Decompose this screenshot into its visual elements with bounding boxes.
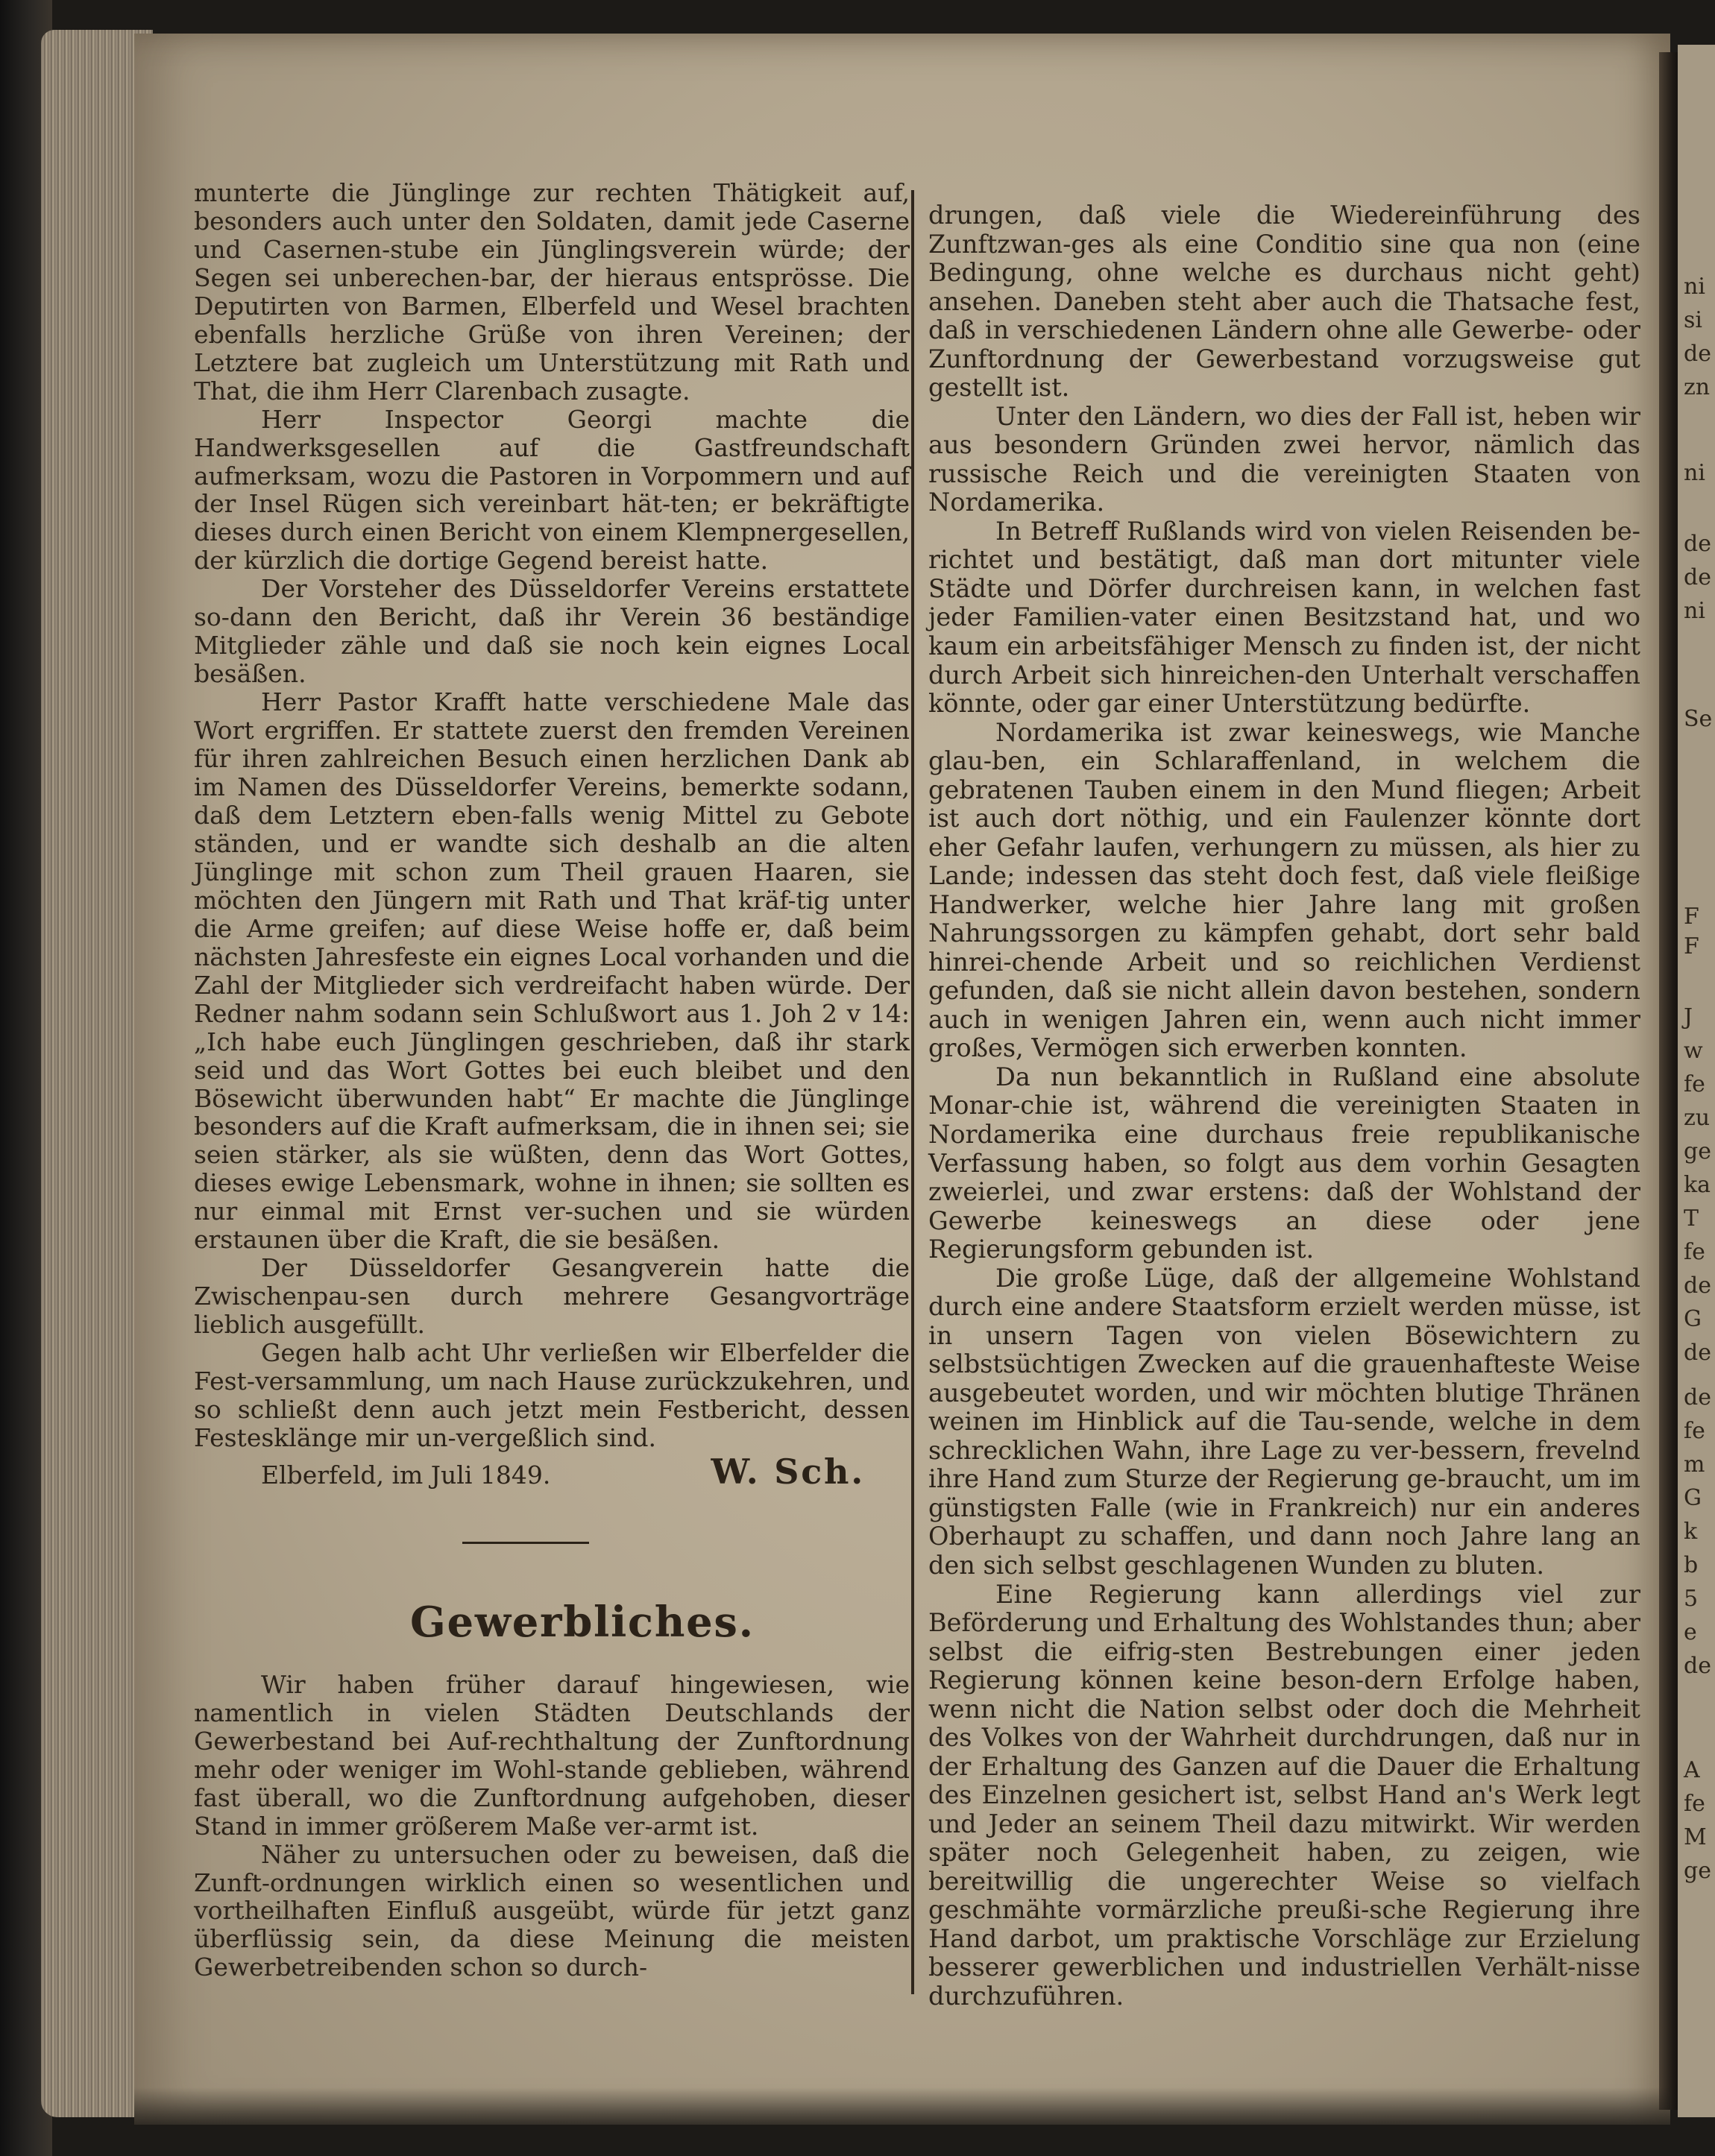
section-title: Gewerbliches. [410, 1597, 755, 1647]
next-page-text-fragment: G [1684, 1485, 1702, 1511]
next-page-text-fragment: zn [1684, 374, 1711, 400]
paragraph: drungen, daß viele die Wiedereinführung des Zunftzwan-ges als eine Conditio sine qua non (eine Bedingung, ohne welche es durchaus nicht geht) ansehen. Daneben steht aber auch die Thatsache fest, daß in verschiedenen Ländern ohne alle Gewerbe- oder Zunftordnung der Gewerbestand vorzugsweise gut gestellt ist. [928, 201, 1640, 403]
next-page-text-fragment: 5 [1684, 1586, 1699, 1612]
paragraph: Herr Pastor Krafft hatte verschiedene Male das Wort ergriffen. Er stattete zuerst den fremden Vereinen für ihren zahlreichen Besuch einen herzlichen Dank ab im Namen des Düsseldorfer Vereins, bemerkte sodann, daß dem Letztern eben-falls wenig Mittel zu Gebote ständen, und er wandte sich deshalb an die alten Jünglinge mit schon zum Theil grauen Haaren, sie möchten den Jüngern mit Rath und That kräf-tig unter die Arme greifen; auf diese Weise hoffe er, daß beim nächsten Jahresfeste ein eignes Local vorhanden und die Zahl der Mitglieder sich verdreifacht haben würde. Der Redner nahm sodann sein Schlußwort aus 1. Joh 2 v 14: „Ich habe euch Jünglingen geschrieben, daß ihr stark seid und das Wort Gottes bei euch bleibet und den Bösewicht überwunden habt“ Er machte die Jünglinge besonders auf die Kraft aufmerksam, die in ihnen sei; sie seien stärker, als sie wüßten, denn das Wort Gottes, dieses ewige Lebensmark, wohne in ihnen; sie sollten es nur einmal mit Ernst ver-suchen und sie würden erstaunen über die Kraft, die sie besäßen. [194, 687, 910, 1255]
next-page-text-fragment: de [1684, 564, 1711, 590]
next-page-text-fragment: G [1684, 1306, 1702, 1332]
next-page-text-fragment: M [1684, 1824, 1707, 1850]
paragraph: Eine Regierung kann allerdings viel zur Beförderung und Erhaltung des Wohlstandes thun; aber selbst die eifrig-sten Bestrebungen einer jeden Regierung können keine beson-dern Erfolge haben, wenn nicht die Nation selbst oder doch die Mehrheit des Volkes von der Wahrheit durchdrungen, daß nur in der Erhaltung des Ganzen auf die Dauer die Erhaltung des Einzelnen gesichert ist, selbst Hand an's Werk legt und Jeder an seinem Theil dazu mitwirkt. Wir werden später noch Gelegenheit haben, zu zeigen, wie bereitwillig die ungerechter Weise so vielfach geschmähte vormärzliche preußi-sche Regierung ihre Hand darbot, um praktische Vorschläge zur Erzielung besserer gewerblichen und industriellen Verhält-nisse durchzuführen. [928, 1579, 1640, 2011]
next-page-text-fragment: b [1684, 1552, 1699, 1578]
next-page-text-fragment: ni [1684, 460, 1705, 486]
next-page-text-fragment: ge [1684, 1858, 1711, 1884]
right-column [928, 201, 1640, 2011]
paragraph: Da nun bekanntlich in Rußland eine absolute Monar-chie ist, während die vereinigten Staaten in Nordamerika eine durchaus freie republikanische Verfassung haben, so folgt aus dem vorhin Gesagten zweierlei, und zwar erstens: daß der Wohlstand der Gewerbe keineswegs an diese oder jene Regierungsform gebunden ist. [928, 1062, 1640, 1264]
next-page-text-fragment: e [1684, 1619, 1697, 1645]
next-page-text-fragment: fe [1684, 1418, 1705, 1444]
paragraph: Herr Inspector Georgi machte die Handwerksgesellen auf die Gastfreundschaft aufmerksam, wozu die Pastoren in Vorpommern und auf der Insel Rügen sich vereinbart hät-ten; er bekräftigte dieses durch einen Bericht von einem Klempnergesellen, der kürzlich die dortige Gegend bereist hatte. [194, 404, 910, 576]
paragraph: Gegen halb acht Uhr verließen wir Elberfelder die Fest-versammlung, um nach Hause zurückzukehren, und so schließt denn auch jetzt mein Festbericht, dessen Festesklänge mir un-vergeßlich sind. [194, 1338, 910, 1452]
next-page-text-fragment: ni [1684, 274, 1705, 300]
paragraph: In Betreff Rußlands wird von vielen Reisenden be-richtet und bestätigt, daß man dort mitunter viele Städte und Dörfer durchreisen kann, in welchen fast jeder Familien-vater einen Besitzstand hat, und wo kaum ein arbeitsfähiger Mensch zu finden ist, der nicht durch Arbeit sich hinreichen-den Unterhalt verschaffen könnte, oder gar einer Unterstützung bedürfte. [928, 516, 1640, 719]
next-page-text-fragment: de [1684, 1273, 1711, 1299]
left-column [194, 179, 910, 1982]
dateline: Elberfeld, im Juli 1849. [261, 1460, 551, 1490]
paragraph: munterte die Jünglinge zur rechten Thätigkeit auf, besonders auch unter den Soldaten, damit jede Caserne und Casernen-stube ein Jünglingsverein würde; der Segen sei unberechen-bar, der hieraus entsprösse. Die Deputirten von Barmen, Elberfeld und Wesel brachten ebenfalls herzliche Grüße von ihren Vereinen; der Letztere bat zugleich um Unterstützung mit Rath und That, die ihm Herr Clarenbach zusagte. [194, 178, 910, 406]
next-page-text-fragment: de [1684, 1384, 1711, 1410]
next-page-text-fragment: fe [1684, 1791, 1705, 1817]
next-page-text-fragment: ka [1684, 1172, 1711, 1198]
paragraph: Wir haben früher darauf hingewiesen, wie namentlich in vielen Städten Deutschlands der Gewerbestand bei Auf-rechthaltung der Zunftordnung mehr oder weniger im Wohl-stande geblieben, während fast überall, wo die Zunftordnung aufgehoben, dieser Stand in immer größerem Maße ver-armt ist. [194, 1669, 910, 1841]
next-page-text-fragment: fe [1684, 1239, 1705, 1265]
next-page-text-fragment: fe [1684, 1071, 1705, 1097]
column-divider [911, 190, 914, 1994]
next-page-text-fragment: J [1684, 1004, 1693, 1030]
next-page-text-fragment: de [1684, 341, 1711, 367]
paragraph: Unter den Ländern, wo dies der Fall ist, heben wir aus besondern Gründen zwei hervor, nämlich das russische Reich und die vereinigten Staaten von Nordamerika. [928, 401, 1640, 517]
next-page-text-fragment: m [1684, 1451, 1705, 1478]
paragraph: Nordamerika ist zwar keineswegs, wie Manche glau-ben, ein Schlaraffenland, in welchem die gebratenen Tauben einem in den Mund fliegen; Arbeit ist auch dort nöthig, und ein Faulenzer könnte dort eher Gefahr laufen, verhungern zu müssen, als hier zu Lande; indessen das steht doch fest, daß viele fleißige Handwerker, welche hier Jahre lang mit großen Nahrungssorgen zu kämpfen gehabt, dort sehr bald hinrei-chende Arbeit und so reichlichen Verdienst gefunden, daß sie nicht allein davon bestehen, sondern auch in wenigen Jahren ein, wenn auch nicht immer großes, Vermögen sich erwerben konnten. [928, 717, 1640, 1063]
next-page-text-fragment: k [1684, 1519, 1698, 1545]
next-page-text-fragment: ni [1684, 598, 1705, 624]
paragraph: Die große Lüge, daß der allgemeine Wohlstand durch eine andere Staatsform erzielt werden müsse, ist in unsern Tagen von vielen Bösewichtern zu selbstsüchtigen Zwecken auf die grauenhafteste Weise ausgebeutet worden, und wir möchten blutige Thränen weinen im Hinblick auf die Tau-sende, welche in dem schrecklichen Wahn, ihre Lage zu ver-bessern, frevelnd ihre Hand zum Sturze der Regierung ge-braucht, um im günstigsten Falle (wie in Frankreich) nur ein anderes Oberhaupt zu schaffen, und dann noch Jahre lang an den sich selbst geschlagenen Wunden zu bluten. [928, 1263, 1640, 1580]
next-page-edge [1678, 45, 1715, 2117]
next-page-text-fragment: w [1684, 1038, 1703, 1064]
next-page-text-fragment: F [1684, 904, 1699, 930]
next-page-text-fragment: de [1684, 1340, 1711, 1366]
next-page-text-fragment: de [1684, 1653, 1711, 1679]
paragraph: Der Vorsteher des Düsseldorfer Vereins erstattete so-dann den Bericht, daß ihr Verein 36 beständige Mitglieder zähle und daß sie noch kein eignes Local besäßen. [194, 574, 910, 689]
section-divider [462, 1542, 589, 1544]
paragraph: Näher zu untersuchen oder zu beweisen, daß die Zunft-ordnungen wirklich einen so wesentlichen und vortheilhaften Einfluß ausgeübt, würde für jetzt ganz überflüssig sein, da diese Meinung die meisten Gewerbetreibenden schon so durch- [194, 1839, 910, 1982]
next-page-text-fragment: zu [1684, 1105, 1711, 1131]
next-page-text-fragment: Se [1684, 706, 1713, 732]
next-page-text-fragment: T [1684, 1205, 1699, 1232]
next-page-text-fragment: si [1684, 307, 1702, 333]
next-page-text-fragment: A [1684, 1757, 1700, 1783]
next-page-text-fragment: ge [1684, 1138, 1711, 1164]
paragraph: Der Düsseldorfer Gesangverein hatte die Zwischenpau-sen durch mehrere Gesangvorträge lieblich ausgefüllt. [194, 1253, 910, 1340]
bottom-shadow [134, 2087, 1670, 2156]
signature-line [194, 1451, 910, 1492]
next-page-text-fragment: F [1684, 933, 1699, 959]
next-page-text-fragment: de [1684, 531, 1711, 557]
signature: W. Sch. [711, 1451, 865, 1492]
